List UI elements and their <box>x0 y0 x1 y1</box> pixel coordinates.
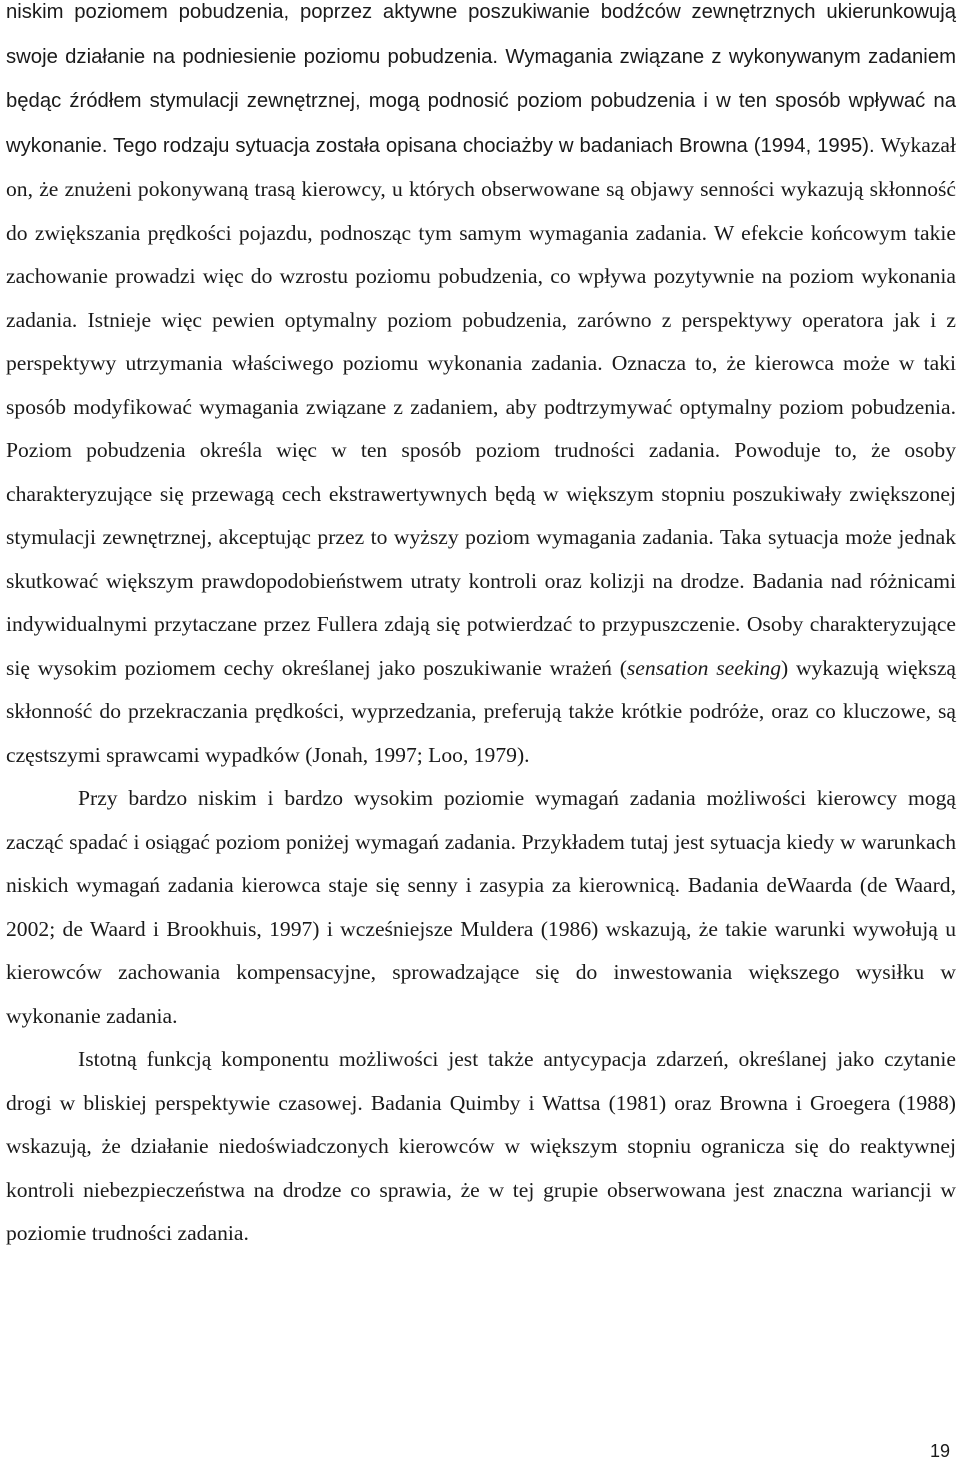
paragraph-run-continuation: niskim poziomem pobudzenia, poprzez aktywne poszukiwanie bodźców zewnętrznych ukierunkowują swoje działanie na podniesienie poziomu pobudzenia. Wymagania związane z wykonywanym zadaniem będąc źródłem stymulacji zewnętrznej, mogą podnosić poziom pobudzenia i w ten sposób wpływać na wykonanie. Tego rodzaju sytuacja została opisana chociażby w badaniach Browna (1994, 1995). <box>6 1 956 157</box>
paragraph-low-high-demands <box>6 777 956 1038</box>
paragraph-run-brown-findings: Wykazał on, że znużeni pokonywaną trasą kierowcy, u których obserwowane są objawy senności wykazują skłonność do zwiększania prędkości pojazdu, podnosząc tym samym wymagania zadania. W efekcie końcowym takie zachowanie prowadzi więc do wzrostu poziomu pobudzenia, co wpływa pozytywnie na poziom wykonania zadania. Istnieje więc pewien optymalny poziom pobudzenia, zarówno z perspektywy operatora jak i z perspektywy utrzymania właściwego poziomu wykonania zadania. Oznacza to, że kierowca może w taki sposób modyfikować wymagania związane z zadaniem, aby podtrzymywać optymalny poziom pobudzenia. Poziom pobudzenia określa więc w ten sposób poziom trudności zadania. Powoduje to, że osoby charakteryzujące się przewagą cech ekstrawertywnych będą w większym stopniu poszukiwały zwiększonej stymulacji zewnętrznej, akceptując przez to wyższy poziom wymagania zadania. Taka sytuacja może jednak skutkować większym prawdopodobieństwem utraty kontroli oraz kolizji na drodze. Badania nad różnicami indywidualnymi przytaczane przez Fullera zdają się potwierdzać to przypuszczenie. Osoby charakteryzujące się wysokim poziomem cechy określanej jako poszukiwanie wrażeń ( <box>6 132 956 680</box>
paragraph-anticipation <box>6 1038 956 1256</box>
page-number: 19 <box>929 1441 950 1461</box>
paragraph-run-sensation-seeking: sensation seeking <box>626 655 781 680</box>
paragraph-arousal-optimal-level <box>6 0 956 777</box>
paragraph-run-anticipation: Istotną funkcją komponentu możliwości jest także antycypacja zdarzeń, określanej jako czytanie drogi w bliskiej perspektywie czasowej. Badania Quimby i Wattsa (1981) oraz Browna i Groegera (1988) wskazują, że działanie niedoświadczonych kierowców w większym stopniu ogranicza się do reaktywnej kontroli niebezpieczeństwa na drodze co sprawia, że w tej grupie obserwowana jest znaczna wariancji w poziomie trudności zadania. <box>6 1047 956 1245</box>
paragraph-run-low-demands: Przy bardzo niskim i bardzo wysokim poziomie wymagań zadania możliwości kierowcy mogą zacząć spadać i osiągać poziom poniżej wymagań zadania. Przykładem tutaj jest sytuacja kiedy w warunkach niskich wymagań zadania kierowca staje się senny i zasypia za kierownicą. Badania deWaarda (de Waard, 2002; de Waard i Brookhuis, 1997) i wcześniejsze Muldera (1986) wskazują, że takie warunki wywołują u kierowców zachowania kompensacyjne, sprowadzające się do inwestowania większego wysiłku w wykonanie zadania. <box>6 786 956 1028</box>
paragraph-run-speeding-tendency: ) wykazują większą skłonność do przekraczania prędkości, wyprzedzania, preferują także krótkie podróże, oraz co kluczowe, są częstszymi sprawcami wypadków (Jonah, 1997; Loo, 1979). <box>6 655 956 767</box>
document-body <box>6 0 956 1256</box>
